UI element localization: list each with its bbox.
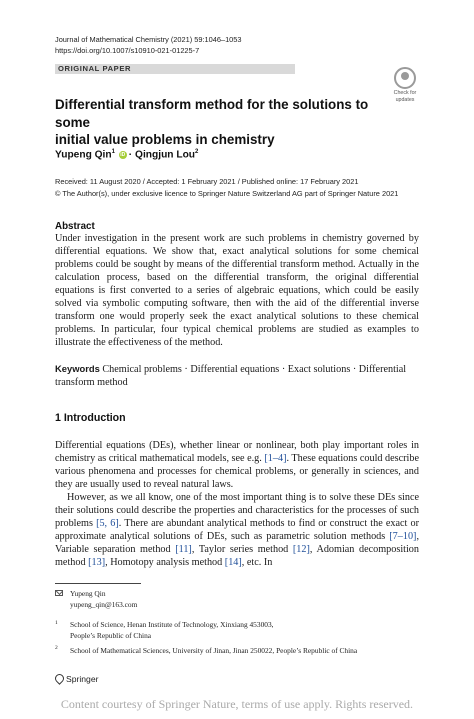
corresponding-email[interactable]: yupeng_qin@163.com bbox=[70, 599, 138, 609]
text-run: , etc. In bbox=[241, 557, 273, 569]
citation-link[interactable]: [13] bbox=[88, 557, 106, 569]
orcid-icon[interactable]: iD bbox=[120, 152, 126, 159]
affiliation-line: School of Science, Henan Institute of Technology, Xinxiang 453003, bbox=[70, 620, 274, 629]
title-line1: Differential transform method for the solutions to some bbox=[55, 97, 369, 130]
title-line2: initial value problems in chemistry bbox=[55, 132, 275, 147]
badge-line1: Check for bbox=[393, 90, 417, 96]
badge-line2: updates bbox=[395, 97, 415, 103]
corresponding-author bbox=[70, 589, 137, 610]
publisher-logo bbox=[55, 674, 98, 684]
envelope-icon bbox=[55, 590, 63, 596]
citation-link[interactable]: [14] bbox=[224, 557, 242, 569]
courtesy-notice: Content courtesy of Springer Nature, terms of use apply. Rights reserved. bbox=[60, 697, 414, 711]
author-list bbox=[55, 146, 198, 161]
footnote-number: 2 bbox=[55, 645, 58, 651]
journal-citation bbox=[55, 35, 242, 56]
text-run: . There are abundant analytical methods to find or construct the exact or approximate analytical solutions of DEs, such as parametric solution methods bbox=[55, 518, 419, 543]
author-name[interactable]: Yupeng Qin bbox=[55, 149, 112, 161]
footnote-divider bbox=[55, 583, 141, 584]
affiliation-sup: 2 bbox=[195, 149, 199, 155]
footnote-number: 1 bbox=[55, 620, 58, 626]
check-updates-icon bbox=[394, 67, 416, 89]
author-separator: · bbox=[128, 149, 133, 161]
text-run: . These equations could describe various phenomena and processes for chemical problems, or generally in sciences, and they are usually used to reveal natural laws. bbox=[55, 453, 419, 491]
keywords bbox=[55, 362, 419, 389]
abstract-text: Under investigation in the present work are such problems in chemistry governed by differential equations. We show that, exact analytical solutions for some chemical problems could be sought by means of the differential transform method. Actually in the calculation process, based on the differential transform, the original differential equations is first converted to a series of algebraic equations, which could be easily solved via symbolic computing software, then with the aid of the differential inverse transform one would properly seek the exact analytical solutions to these chemical problems. In particular, four typical chemical problems are studied as examples to illustrate the effectiveness of the method. bbox=[55, 233, 419, 349]
section-heading: 1 Introduction bbox=[55, 412, 126, 424]
corresponding-name: Yupeng Qin bbox=[70, 589, 106, 598]
doi-link[interactable]: https://doi.org/10.1007/s10910-021-01225-7 bbox=[55, 45, 200, 55]
section-label: ORIGINAL PAPER bbox=[58, 64, 132, 73]
springer-horse-icon bbox=[53, 672, 66, 685]
paragraph bbox=[55, 439, 419, 491]
publication-dates bbox=[55, 176, 398, 199]
affiliation-sup: 1 bbox=[111, 149, 115, 155]
text-run: , Homotopy analysis method bbox=[105, 557, 225, 569]
affiliation-footnote bbox=[70, 620, 274, 641]
journal-line: Journal of Mathematical Chemistry (2021) 59:1046–1053 bbox=[55, 35, 242, 44]
text-run: , Adomian decomposition method bbox=[55, 544, 419, 569]
citation-link[interactable]: [11] bbox=[175, 544, 192, 556]
affiliation-line: People’s Republic of China bbox=[70, 630, 152, 640]
citation-link[interactable]: [7–10] bbox=[389, 531, 417, 543]
paper-title bbox=[55, 96, 385, 149]
publisher-name: Springer bbox=[66, 674, 99, 684]
paragraph bbox=[55, 491, 419, 569]
author-name[interactable]: Qingjun Lou bbox=[135, 149, 196, 161]
check-for-updates-badge[interactable] bbox=[388, 67, 422, 101]
citation-link[interactable]: [12] bbox=[292, 544, 310, 556]
keywords-label: Keywords bbox=[55, 363, 100, 374]
keywords-text: Chemical problems · Differential equations · Exact solutions · Differential transform method bbox=[55, 364, 407, 389]
history-line: Received: 11 August 2020 / Accepted: 1 February 2021 / Published online: 17 February 2021 bbox=[55, 177, 359, 186]
citation-link[interactable]: [1–4] bbox=[264, 453, 287, 465]
copyright-line: © The Author(s), under exclusive licence to Springer Nature Switzerland AG part of Springer Nature 2021 bbox=[55, 188, 399, 198]
abstract-heading: Abstract bbox=[55, 221, 95, 232]
text-run: However, as we all know, one of the most important thing is to solve these DEs since their solutions could describe the properties and characteristics for the processes of such problems bbox=[55, 492, 419, 530]
affiliation-footnote: School of Mathematical Sciences, University of Jinan, Jinan 250022, People’s Republic of China bbox=[70, 646, 358, 655]
text-run: , Variable separation method bbox=[55, 531, 419, 556]
text-run: , Taylor series method bbox=[191, 544, 293, 556]
citation-link[interactable]: [5, 6] bbox=[96, 518, 119, 530]
text-run: Differential equations (DEs), whether linear or nonlinear, both play important roles in chemistry as critical mathematical models, see e.g. bbox=[55, 440, 419, 465]
